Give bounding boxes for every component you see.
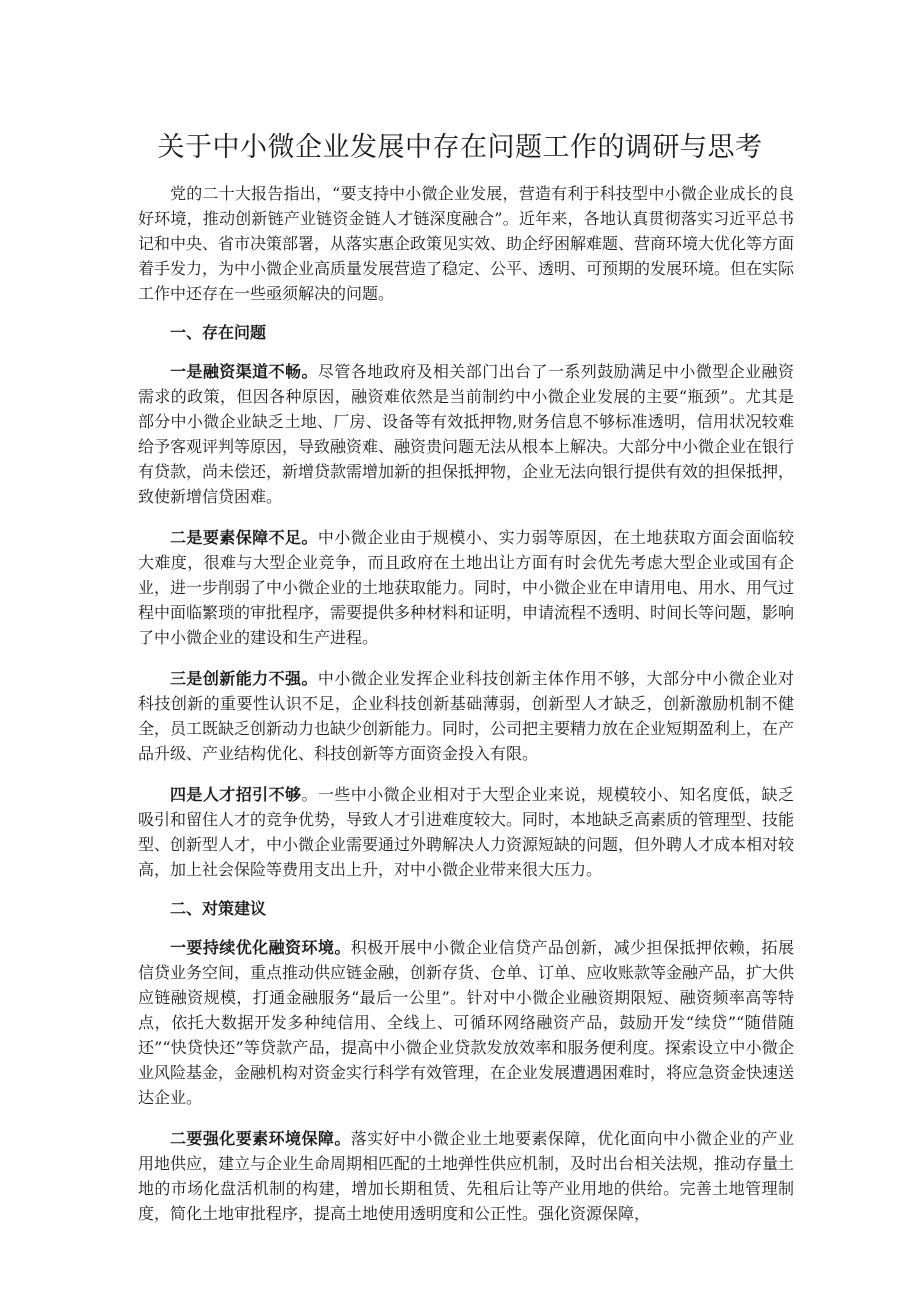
paragraph-lead: 二是要素保障不足。 — [170, 528, 318, 547]
paragraph-text: 积极开展中小微企业信贷产品创新，减少担保抵押依赖，拓展信贷业务空间，重点推动供应链金融，创新存货、仓单、订单、应收账款等金融产品，扩大供应链融资规模，打通金融服务“最后一公里”。针对中小微企业融资期限短、融资频率高等特点，依托大数据开发多种纯信用、全线上、可循环网络融资产品，鼓励开发“续贷”“随借随还”“快贷快还”等贷款产品，提高中小微企业贷款发放效率和服务便利度。探索设立中小微企业风险基金，金融机构对资金实行科学有效管理，在企业发展遭遇困难时，将应急资金快速送达企业。 — [138, 938, 795, 1107]
problem-paragraph-innovation — [138, 666, 794, 766]
paragraph-lead: 一要持续优化融资环境。 — [170, 938, 351, 957]
suggestion-paragraph-financing — [138, 935, 794, 1110]
intro-paragraph: 党的二十大报告指出，“要支持中小微企业发展，营造有利于科技型中小微企业成长的良好环境，推动创新链产业链资金链人才链深度融合”。近年来，各地认真贯彻落实习近平总书记和中央、省市决策部署，从落实惠企政策见实效、助企纾困解难题、营商环境大优化等方面着手发力，为中小微企业高质量发展营造了稳定、公平、透明、可预期的发展环境。但在实际工作中还存在一些亟须解决的问题。 — [138, 184, 795, 303]
paragraph-lead: 二要强化要素环境保障。 — [170, 1129, 351, 1148]
paragraph-text: 尽管各地政府及相关部门出台了一系列鼓励满足中小微型企业融资需求的政策，但因各种原因，融资难依然是当前制约中小微企业发展的主要“瓶颈”。尤其是部分中小微企业缺乏土地、厂房、设备等有效抵押物,财务信息不够标准透明，信用状况较难给予客观评判等原因，导致融资难、融资贵问题无法从根本上解决。大部分中小微企业在银行有贷款，尚未偿还，新增贷款需增加新的担保抵押物，企业无法向银行提供有效的担保抵押，致使新增信贷困难。 — [138, 362, 795, 506]
suggestion-paragraph-factors — [138, 1126, 794, 1226]
paragraph-text: 落实好中小微企业土地要素保障，优化面向中小微企业的产业用地供应，建立与企业生命周期相匹配的土地弹性供应机制，及时出台相关法规，推动存量土地的市场化盘活机制的构建，增加长期租赁、先租后让等产业用地的供给。完善土地管理制度，简化土地审批程序，提高土地使用透明度和公正性。强化资源保障， — [138, 1129, 795, 1223]
paragraph-lead: 三是创新能力不强。 — [170, 669, 318, 688]
paragraph-text: 中小微企业发挥企业科技创新主体作用不够，大部分中小微企业对科技创新的重要性认识不足，企业科技创新基础薄弱，创新型人才缺乏，创新激励机制不健全，员工既缺乏创新动力也缺少创新能力。同时，公司把主要精力放在企业短期盈利上，在产品升级、产业结构优化、科技创新等方面资金投入有限。 — [138, 669, 795, 763]
paragraph-text: 中小微企业由于规模小、实力弱等原因，在土地获取方面会面临较大难度，很难与大型企业竞争，而且政府在土地出让方面有时会优先考虑大型企业或国有企业，进一步削弱了中小微企业的土地获取能力。同时，中小微企业在申请用电、用水、用气过程中面临繁琐的审批程序，需要提供多种材料和证明，申请流程不透明、时间长等问题，影响了中小微企业的建设和生产进程。 — [138, 528, 795, 647]
paragraph-lead: 四是人才招引不够 — [170, 785, 302, 804]
document-body — [138, 181, 794, 1226]
paragraph-text: 。一些中小微企业相对于大型企业来说，规模较小、知名度低，缺乏吸引和留住人才的竞争优势，导致人才引进难度较大。同时，本地缺乏高素质的管理型、技能型、创新型人才，中小微企业需要通过外聘解决人力资源短缺的问题，但外聘人才成本相对较高，加上社会保险等费用支出上升，对中小微企业带来很大压力。 — [138, 785, 795, 879]
section-heading-problems: 一、存在问题 — [170, 323, 267, 342]
section-heading-suggestions: 二、对策建议 — [170, 899, 267, 918]
problem-paragraph-financing — [138, 359, 794, 509]
document-title: 关于中小微企业发展中存在问题工作的调研与思考 — [157, 132, 763, 163]
paragraph-lead: 一是融资渠道不畅。 — [170, 362, 318, 381]
problem-paragraph-factors — [138, 525, 794, 650]
problem-paragraph-talent — [138, 782, 794, 882]
